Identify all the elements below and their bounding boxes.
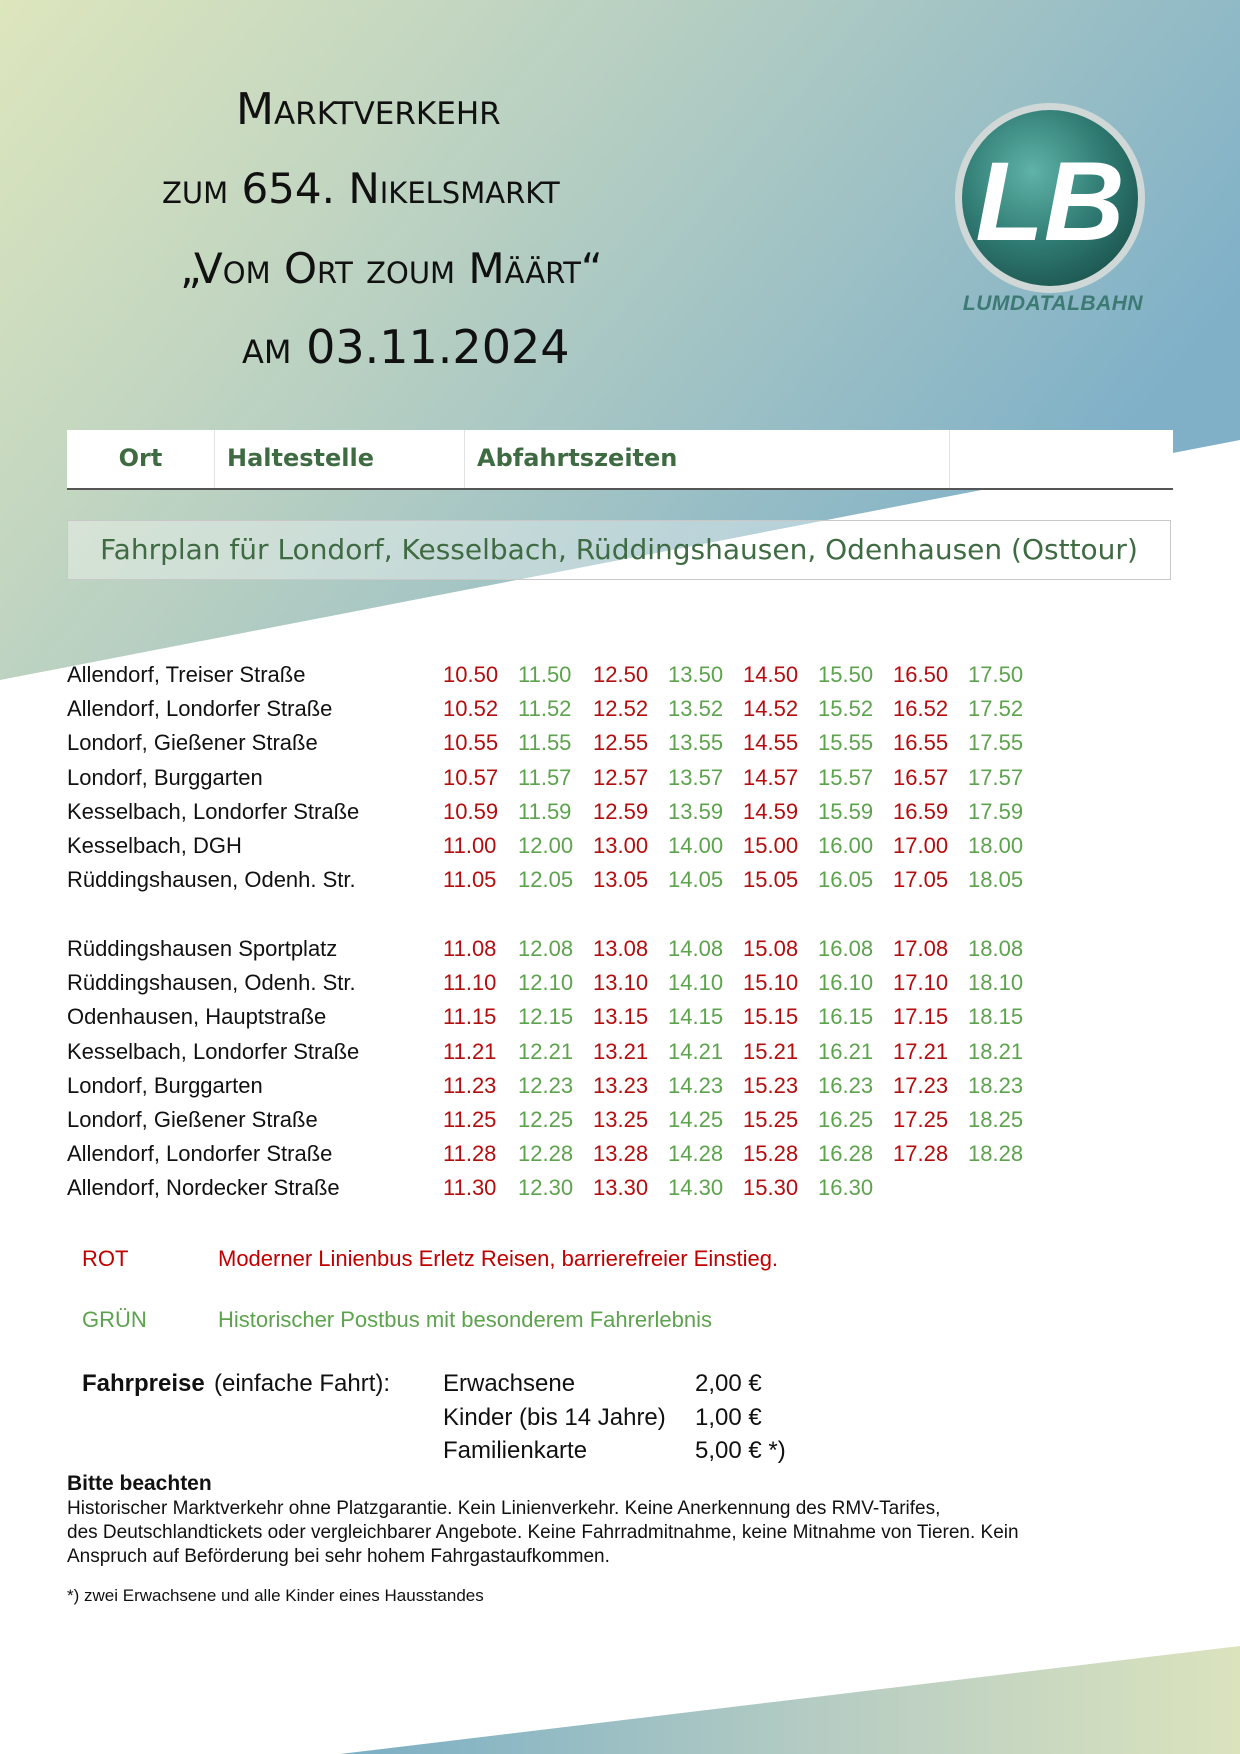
departure-time: 16.28 xyxy=(818,1141,874,1167)
notes-line: Anspruch auf Beförderung bei sehr hohem Fahrgastaufkommen. xyxy=(67,1546,610,1567)
fare-price: 2,00 € xyxy=(695,1370,762,1397)
departure-time: 13.55 xyxy=(668,730,724,756)
departure-time: 17.57 xyxy=(968,764,1024,790)
fare-name: Erwachsene xyxy=(443,1370,576,1397)
stop-name: Londorf, Burggarten xyxy=(67,764,263,790)
departure-time: 11.52 xyxy=(518,696,572,722)
table-row xyxy=(67,795,1167,829)
departure-time: 13.15 xyxy=(593,1004,649,1030)
departure-time: 15.00 xyxy=(743,833,799,858)
footnote: *) zwei Erwachsene und alle Kinder eines Hausstandes xyxy=(67,1586,484,1605)
departure-time: 17.00 xyxy=(893,833,949,858)
logo-monogram: LB xyxy=(975,139,1125,264)
legend-red-key: ROT xyxy=(82,1246,129,1271)
departure-time: 17.15 xyxy=(893,1004,949,1030)
departure-time: 11.08 xyxy=(443,936,497,961)
departure-time: 16.08 xyxy=(818,936,874,961)
departure-time: 12.08 xyxy=(518,936,574,961)
departure-time: 12.00 xyxy=(518,833,574,858)
departure-time: 14.21 xyxy=(668,1038,724,1064)
departure-time: 18.05 xyxy=(968,867,1024,893)
departure-time: 13.52 xyxy=(668,696,724,722)
table-row xyxy=(67,1000,1167,1034)
stop-name: Kesselbach, Londorfer Straße xyxy=(67,798,360,824)
departure-time: 11.55 xyxy=(518,730,572,756)
departure-time: 17.08 xyxy=(893,936,949,961)
departure-time: 15.50 xyxy=(818,662,874,687)
departure-time: 12.57 xyxy=(593,764,649,790)
departure-time: 18.15 xyxy=(968,1004,1024,1030)
legend-green-text: Historischer Postbus mit besonderem Fahrerlebnis xyxy=(218,1307,712,1332)
departure-time: 11.21 xyxy=(443,1038,497,1064)
departure-time: 11.57 xyxy=(518,764,572,790)
departure-time: 15.28 xyxy=(743,1141,799,1167)
departure-time: 13.50 xyxy=(668,662,724,687)
legend-red-text: Moderner Linienbus Erletz Reisen, barrierefreier Einstieg. xyxy=(218,1246,779,1271)
departure-time: 14.30 xyxy=(668,1175,724,1201)
departure-time: 13.59 xyxy=(668,798,724,824)
departure-time: 12.52 xyxy=(593,696,649,722)
stop-name: Rüddingshausen, Odenh. Str. xyxy=(67,970,356,996)
notes-heading: Bitte beachten xyxy=(67,1472,212,1495)
departure-time: 17.28 xyxy=(893,1141,949,1167)
lumdatalbahn-logo xyxy=(950,100,1150,320)
departure-time: 16.59 xyxy=(893,798,949,824)
stop-name: Londorf, Gießener Straße xyxy=(67,730,318,756)
departure-time: 10.50 xyxy=(443,662,499,687)
departure-time: 12.50 xyxy=(593,662,649,687)
stop-name: Allendorf, Nordecker Straße xyxy=(67,1175,340,1201)
table-row xyxy=(67,658,1167,692)
departure-time: 17.25 xyxy=(893,1107,949,1132)
departure-time: 11.50 xyxy=(518,662,572,687)
departure-time: 13.00 xyxy=(593,833,649,858)
departure-time: 11.28 xyxy=(443,1141,497,1167)
departure-time: 18.08 xyxy=(968,936,1024,961)
legend-green-key: GRÜN xyxy=(82,1307,147,1332)
table-row xyxy=(67,1171,1167,1205)
fare-name: Familienkarte xyxy=(443,1437,588,1464)
departure-time: 16.52 xyxy=(893,696,949,722)
departure-time: 15.08 xyxy=(743,936,799,961)
departure-time: 12.10 xyxy=(518,970,574,996)
title-line-3: „Vom Ort zoum Määrt“ xyxy=(180,244,603,293)
departure-time: 11.05 xyxy=(443,867,497,893)
departure-time: 17.21 xyxy=(893,1038,949,1064)
departure-time: 18.10 xyxy=(968,970,1024,996)
stop-name: Odenhausen, Hauptstraße xyxy=(67,1004,327,1030)
departure-time: 16.10 xyxy=(818,970,874,996)
table-row xyxy=(67,1035,1167,1069)
stop-name: Rüddingshausen, Odenh. Str. xyxy=(67,867,356,893)
departure-time: 13.08 xyxy=(593,936,649,961)
departure-time: 14.00 xyxy=(668,833,724,858)
departure-time: 11.15 xyxy=(443,1004,497,1030)
departure-time: 13.10 xyxy=(593,970,649,996)
table-row xyxy=(67,863,1167,897)
title-line-2: zum 654. Nikelsmarkt xyxy=(162,164,560,213)
departure-time: 12.05 xyxy=(518,867,574,893)
departure-time: 14.15 xyxy=(668,1004,724,1030)
header-empty-cell xyxy=(950,430,1173,488)
departure-time: 11.00 xyxy=(443,833,497,858)
departure-time: 18.21 xyxy=(968,1038,1024,1064)
departure-time: 15.15 xyxy=(743,1004,799,1030)
departure-time: 14.59 xyxy=(743,798,799,824)
departure-time: 17.23 xyxy=(893,1072,949,1098)
departure-time: 14.28 xyxy=(668,1141,724,1167)
table-row xyxy=(67,1137,1167,1171)
notes-line: Historischer Marktverkehr ohne Platzgarantie. Kein Linienverkehr. Keine Anerkennung des RMV-Tarifes, xyxy=(67,1498,941,1519)
fare-price: 5,00 € *) xyxy=(695,1437,786,1464)
departure-time: 14.05 xyxy=(668,867,724,893)
title-line-4: am 03.11.2024 xyxy=(242,320,570,374)
bottom-gradient-band xyxy=(340,1646,1240,1754)
stop-name: Kesselbach, Londorfer Straße xyxy=(67,1038,360,1064)
departure-time: 16.30 xyxy=(818,1175,874,1201)
departure-time: 10.57 xyxy=(443,764,499,790)
table-row xyxy=(67,726,1167,760)
departure-time: 16.25 xyxy=(818,1107,874,1132)
departure-time: 15.10 xyxy=(743,970,799,996)
header-ort: Ort xyxy=(67,430,215,488)
logo-wordmark: LUMDATALBAHN xyxy=(962,292,1144,315)
departure-time: 14.23 xyxy=(668,1072,724,1098)
title-line-1: Marktverkehr xyxy=(236,84,501,135)
departure-time: 15.57 xyxy=(818,764,874,790)
fares-note: (einfache Fahrt): xyxy=(214,1370,391,1397)
table-row xyxy=(67,692,1167,726)
departure-time: 17.50 xyxy=(968,662,1024,687)
header-haltestelle: Haltestelle xyxy=(215,430,465,488)
departure-time: 13.57 xyxy=(668,764,724,790)
departure-time: 18.28 xyxy=(968,1141,1024,1167)
departure-time: 16.23 xyxy=(818,1072,874,1098)
departure-time: 14.50 xyxy=(743,662,799,687)
departure-time: 16.00 xyxy=(818,833,874,858)
departure-time: 18.25 xyxy=(968,1107,1024,1132)
departure-time: 13.28 xyxy=(593,1141,649,1167)
departure-time: 17.59 xyxy=(968,798,1024,824)
departure-time: 12.23 xyxy=(518,1072,574,1098)
departure-time: 12.25 xyxy=(518,1107,574,1132)
fare-price: 1,00 € xyxy=(695,1404,762,1431)
departure-time: 11.10 xyxy=(443,970,497,996)
departure-time: 13.23 xyxy=(593,1072,649,1098)
departure-time: 18.23 xyxy=(968,1072,1024,1098)
departure-time: 15.21 xyxy=(743,1038,799,1064)
departure-time: 11.59 xyxy=(518,798,572,824)
table-row xyxy=(67,829,1167,863)
departure-time: 14.08 xyxy=(668,936,724,961)
table-row xyxy=(67,966,1167,1000)
departure-time: 15.23 xyxy=(743,1072,799,1098)
departure-time: 15.52 xyxy=(818,696,874,722)
departure-time: 16.21 xyxy=(818,1038,874,1064)
departure-time: 17.55 xyxy=(968,730,1024,756)
stop-name: Allendorf, Treiser Straße xyxy=(67,662,306,687)
departure-time: 17.10 xyxy=(893,970,949,996)
stop-name: Londorf, Gießener Straße xyxy=(67,1107,318,1132)
departure-time: 10.52 xyxy=(443,696,499,722)
table-row xyxy=(67,1103,1167,1137)
fares-label: Fahrpreise xyxy=(82,1370,205,1397)
schedule-title: Fahrplan für Londorf, Kesselbach, Rüddingshausen, Odenhausen (Osttour) xyxy=(67,520,1171,580)
stop-name: Rüddingshausen Sportplatz xyxy=(67,936,338,961)
departure-time: 12.28 xyxy=(518,1141,574,1167)
departure-time: 14.57 xyxy=(743,764,799,790)
departure-time: 15.30 xyxy=(743,1175,799,1201)
departure-time: 18.00 xyxy=(968,833,1024,858)
departure-time: 16.05 xyxy=(818,867,874,893)
departure-time: 13.21 xyxy=(593,1038,649,1064)
table-header xyxy=(67,430,1173,490)
departure-time: 12.30 xyxy=(518,1175,574,1201)
departure-time: 17.52 xyxy=(968,696,1024,722)
departure-time: 11.23 xyxy=(443,1072,497,1098)
departure-time: 12.15 xyxy=(518,1004,574,1030)
fare-name: Kinder (bis 14 Jahre) xyxy=(443,1404,666,1431)
departure-time: 12.21 xyxy=(518,1038,574,1064)
departure-time: 14.25 xyxy=(668,1107,724,1132)
stop-name: Londorf, Burggarten xyxy=(67,1072,263,1098)
departure-time: 10.55 xyxy=(443,730,499,756)
departure-time: 16.55 xyxy=(893,730,949,756)
departure-time: 15.05 xyxy=(743,867,799,893)
departure-time: 16.15 xyxy=(818,1004,874,1030)
departure-time: 13.25 xyxy=(593,1107,649,1132)
notes-line: des Deutschlandtickets oder vergleichbarer Angebote. Keine Fahrradmitnahme, keine Mitnahme von Tieren. Kein xyxy=(67,1522,1019,1543)
departure-time: 14.55 xyxy=(743,730,799,756)
header-abfahrtszeiten: Abfahrtszeiten xyxy=(465,430,950,488)
departure-time: 11.25 xyxy=(443,1107,497,1132)
stop-name: Kesselbach, DGH xyxy=(67,833,242,858)
departure-time: 10.59 xyxy=(443,798,499,824)
departure-time: 13.05 xyxy=(593,867,649,893)
stop-name: Allendorf, Londorfer Straße xyxy=(67,1141,333,1167)
departure-time: 15.59 xyxy=(818,798,874,824)
departure-time: 15.55 xyxy=(818,730,874,756)
departure-time: 12.59 xyxy=(593,798,649,824)
stop-name: Allendorf, Londorfer Straße xyxy=(67,696,333,722)
departure-time: 15.25 xyxy=(743,1107,799,1132)
table-row xyxy=(67,1069,1167,1103)
departure-time: 16.50 xyxy=(893,662,949,687)
departure-time: 16.57 xyxy=(893,764,949,790)
departure-time: 14.52 xyxy=(743,696,799,722)
departure-time: 11.30 xyxy=(443,1175,497,1201)
table-row xyxy=(67,932,1167,966)
table-row xyxy=(67,761,1167,795)
departure-time: 13.30 xyxy=(593,1175,649,1201)
departure-time: 12.55 xyxy=(593,730,649,756)
departure-time: 14.10 xyxy=(668,970,724,996)
departure-time: 17.05 xyxy=(893,867,949,893)
